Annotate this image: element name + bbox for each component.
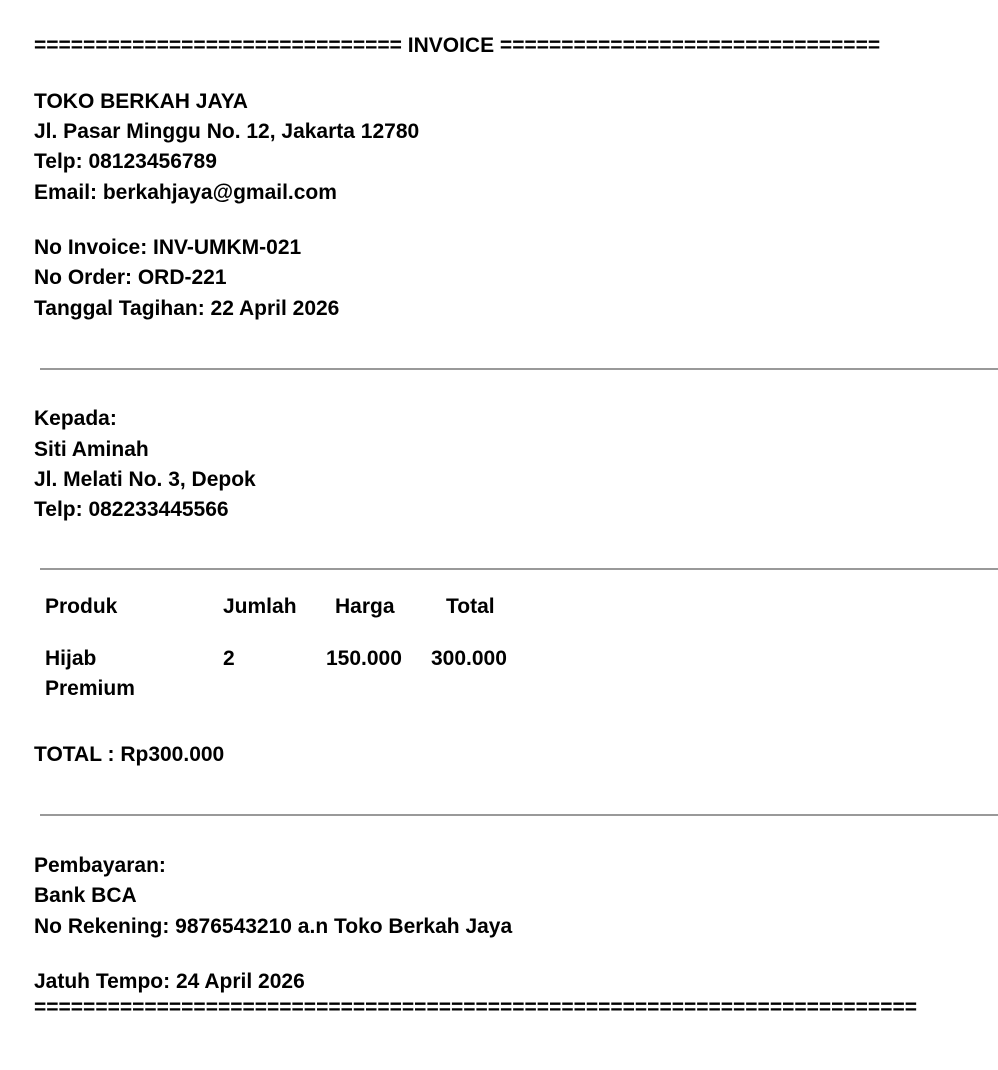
grand-total: TOTAL : Rp300.000 [34, 743, 225, 766]
shop-email: Email: berkahjaya@gmail.com [34, 181, 337, 204]
payment-label: Pembayaran: [34, 854, 166, 877]
product-price: 150.000 [326, 647, 402, 670]
divider [40, 568, 998, 570]
column-header-qty: Jumlah [223, 595, 297, 618]
product-name: Hijab [45, 647, 97, 670]
account-number: No Rekening: 9876543210 a.n Toko Berkah Jaya [34, 915, 513, 938]
customer-phone: Telp: 082233445566 [34, 498, 229, 521]
order-number: No Order: ORD-221 [34, 266, 227, 289]
customer-label: Kepada: [34, 407, 117, 430]
column-header-price: Harga [335, 595, 395, 618]
customer-name: Siti Aminah [34, 438, 149, 461]
due-date: Jatuh Tempo: 24 April 2026 [34, 970, 305, 993]
product-total: 300.000 [431, 647, 507, 670]
invoice-banner: ============================== INVOICE =============================== [34, 34, 881, 57]
divider [40, 814, 998, 816]
footer-rule: ======================================================================== [34, 996, 917, 1019]
product-name: Premium [45, 677, 135, 700]
product-qty: 2 [223, 647, 235, 670]
shop-phone: Telp: 08123456789 [34, 150, 217, 173]
divider [40, 368, 998, 370]
customer-address: Jl. Melati No. 3, Depok [34, 468, 256, 491]
bank-name: Bank BCA [34, 884, 137, 907]
column-header-product: Produk [45, 595, 118, 618]
shop-name: TOKO BERKAH JAYA [34, 90, 248, 113]
invoice-date: Tanggal Tagihan: 22 April 2026 [34, 297, 340, 320]
shop-address: Jl. Pasar Minggu No. 12, Jakarta 12780 [34, 120, 420, 143]
column-header-total: Total [446, 595, 495, 618]
invoice-number: No Invoice: INV-UMKM-021 [34, 236, 302, 259]
